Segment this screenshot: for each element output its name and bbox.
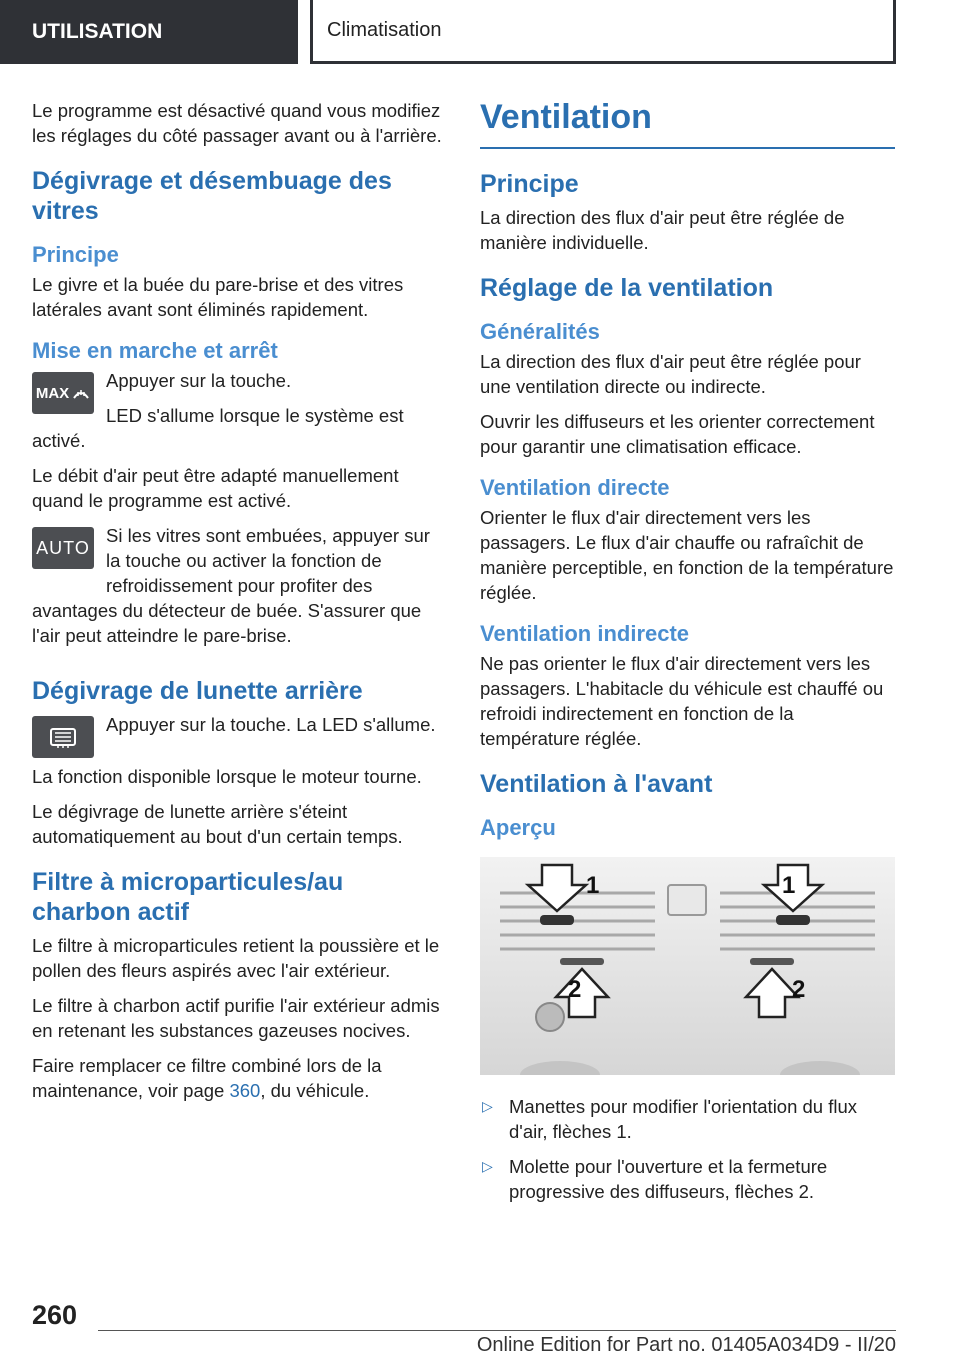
page-360-link[interactable]: 360 [229, 1080, 261, 1101]
fonction-paragraph: La fonction disponible lorsque le moteur tourne. [32, 766, 422, 787]
led-paragraph: LED s'allume lorsque le système est activé. [32, 405, 404, 451]
gen1-paragraph: La direction des flux d'air peut être réglée pour une ventilation directe ou indirecte. [480, 351, 861, 397]
page-number: 260 [32, 1300, 78, 1330]
principe-paragraph: Le givre et la buée du pare-brise et des vitres latérales avant sont éliminés rapidement. [32, 274, 404, 320]
filtre2-paragraph: Le filtre à charbon actif purifie l'air extérieur admis en retenant les substances gazeuses nocives. [32, 995, 440, 1041]
fig-label-2-right: 2 [792, 976, 806, 1003]
header-section-label: UTILISATION [32, 20, 163, 43]
heading-principe-right: Principe [480, 170, 579, 198]
max-defrost-icon [32, 372, 94, 414]
bullet-triangle-icon: ▷ [482, 1098, 493, 1114]
fig-label-1-right: 1 [782, 872, 796, 899]
heading-lunette: Dégivrage de lunette arrière [32, 677, 363, 705]
header-chapter [310, 0, 896, 64]
heading-principe: Principe [32, 242, 119, 267]
heading-degivrage: Dégivrage et désembuage des vitres [32, 167, 392, 225]
vent-tab-right [776, 915, 810, 925]
list-item-text: Molette pour l'ouverture et la fermeture progressive des diffuseurs, flèches 2. [509, 1156, 828, 1202]
auto-button-icon [32, 527, 94, 569]
vent-diagram [480, 857, 895, 1075]
thumbwheel-left [560, 958, 604, 965]
max-row [32, 368, 446, 463]
header-section [0, 0, 298, 64]
heading-directe: Ventilation directe [480, 475, 670, 500]
heading-marche: Mise en marche et arrêt [32, 338, 278, 363]
directe-paragraph: Orienter le flux d'air directement vers les passagers. Le flux d'air chauffe ou rafraîchit de manière perceptible, en fonction de la température réglée. [480, 507, 894, 603]
principe-right-paragraph: La direction des flux d'air peut être réglée de manière individuelle. [480, 207, 845, 253]
fig-label-2-left: 2 [568, 976, 582, 1003]
filtre3-text-b: , du véhicule. [260, 1080, 370, 1101]
overview-list [480, 1094, 895, 1204]
knob-left [536, 1003, 564, 1031]
filtre3-text-a: Faire remplacer ce filtre combiné lors de la maintenance, voir page [32, 1055, 382, 1101]
footer-divider [98, 1330, 896, 1331]
heading-filtre: Filtre à microparticules/au charbon actif [32, 868, 344, 926]
heading-generalites: Généralités [480, 319, 600, 344]
indirecte-paragraph: Ne pas orienter le flux d'air directement vers les passagers. L'habitacle du véhicule est chauffé ou refroidi indirectement en fonction de la température réglée. [480, 653, 884, 749]
fig-label-1-left: 1 [586, 872, 600, 899]
heading-ventilation: Ventilation [480, 98, 895, 149]
max-icon-label: MAX [35, 384, 70, 402]
lunette-paragraph: Appuyer sur la touche. La LED s'allume. [106, 714, 436, 735]
footer-edition: Online Edition for Part no. 01405A034D9 - II/20 [476, 1334, 896, 1356]
bullet-triangle-icon: ▷ [482, 1158, 493, 1174]
intro-paragraph: Le programme est désactivé quand vous modifiez les réglages du côté passager avant ou à l'arrière. [32, 100, 442, 146]
vent-tab-left [540, 915, 574, 925]
debit-paragraph: Le débit d'air peut être adapté manuellement quand le programme est activé. [32, 465, 399, 511]
auto-icon-label: AUTO [36, 537, 90, 558]
header-chapter-label: Climatisation [327, 19, 442, 41]
heading-avant: Ventilation à l'avant [480, 770, 713, 798]
list-item-text: Manettes pour modifier l'orientation du flux d'air, flèches 1. [509, 1096, 858, 1142]
lunette-row [32, 712, 446, 764]
vitres-paragraph: Si les vitres sont embuées, appuyer sur la touche ou activer la fonction de refroidissement pour profiter des avantages du détecteur de buée. S'assurer que l'air peut atteindre le pare-brise. [32, 525, 430, 646]
rear-defrost-icon [32, 716, 94, 758]
eteint-paragraph: Le dégivrage de lunette arrière s'éteint automatiquement au bout d'un certain temps. [32, 801, 403, 847]
appuyer-paragraph: Appuyer sur la touche. [106, 370, 292, 391]
thumbwheel-right [750, 958, 794, 965]
left-column [32, 98, 446, 1113]
right-column [480, 98, 895, 1214]
filtre3-paragraph [32, 1053, 446, 1103]
heading-indirecte: Ventilation indirecte [480, 621, 690, 646]
list-item [480, 1094, 895, 1144]
filtre1-paragraph: Le filtre à microparticules retient la poussière et le pollen des fleurs aspirés avec l'air extérieur. [32, 935, 440, 981]
list-item [480, 1154, 895, 1204]
heading-apercu: Aperçu [480, 815, 556, 840]
heading-reglage: Réglage de la ventilation [480, 274, 774, 302]
hazard-button-shape [668, 885, 706, 915]
gen2-paragraph: Ouvrir les diffuseurs et les orienter correctement pour garantir une climatisation efficace. [480, 411, 875, 457]
auto-row [32, 523, 446, 658]
